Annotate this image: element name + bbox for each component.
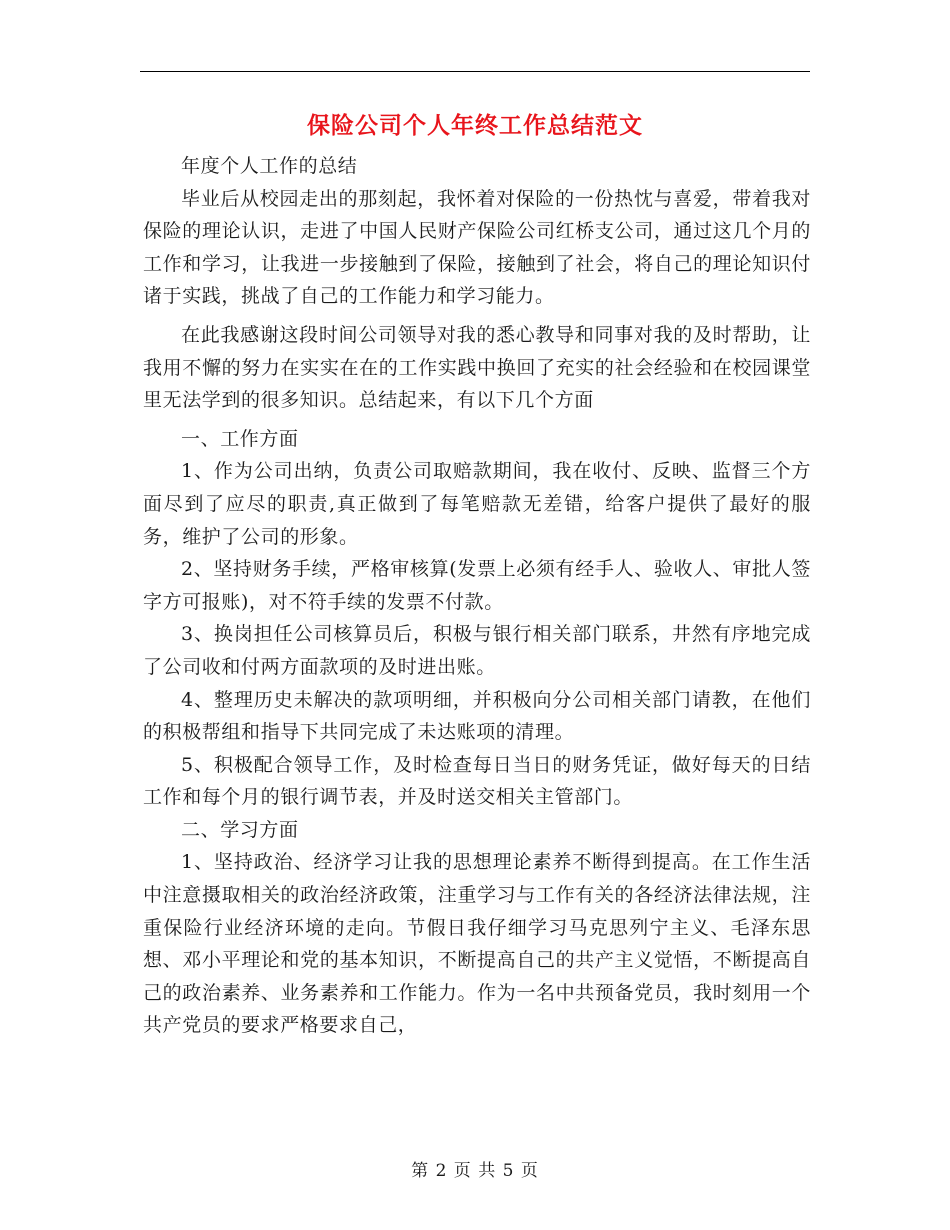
document-body <box>143 150 811 1042</box>
document-title: 保险公司个人年终工作总结范文 <box>307 112 643 139</box>
section-subtitle: 年度个人工作的总结 <box>181 155 358 177</box>
body-paragraph: 毕业后从校园走出的那刻起，我怀着对保险的一份热忱与喜爱，带着我对保险的理论认识，走进了中国人民财产保险公司红桥支公司，通过这几个月的工作和学习，让我进一步接触到了保险，接触到了社会，将自己的理论知识付诸于实践，挑战了自己的工作能力和学习能力。 <box>143 187 811 308</box>
page-number-footer: 第 2 页 共 5 页 <box>411 1161 539 1181</box>
header-rule <box>140 71 810 72</box>
body-paragraph: 在此我感谢这段时间公司领导对我的悉心教导和同事对我的及时帮助，让我用不懈的努力在实实在在的工作实践中换回了充实的社会经验和在校园课堂里无法学到的很多知识。总结起来，有以下几个方面 <box>143 323 811 412</box>
list-item: 2、坚持财务手续，严格审核算(发票上必须有经手人、验收人、审批人签字方可报账)，对不符手续的发票不付款。 <box>143 558 811 613</box>
section-heading: 二、学习方面 <box>181 818 299 841</box>
list-item: 3、换岗担任公司核算员后，积极与银行相关部门联系，井然有序地完成了公司收和付两方面款项的及时进出账。 <box>143 623 811 678</box>
section-heading: 一、工作方面 <box>181 427 299 450</box>
list-item: 1、坚持政治、经济学习让我的思想理论素养不断得到提高。在工作生活中注意摄取相关的政治经济政策，注重学习与工作有关的各经济法律法规，注重保险行业经济环境的走向。节假日我仔细学习马克思列宁主义、毛泽东思想、邓小平理论和党的基本知识，不断提高自己的共产主义觉悟，不断提高自己的政治素养、业务素养和工作能力。作为一名中共预备党员，我时刻用一个共产党员的要求严格要求自己， <box>143 851 811 1037</box>
list-item: 1、作为公司出纳，负责公司取赔款期间，我在收付、反映、监督三个方面尽到了应尽的职责,真正做到了每笔赔款无差错，给客户提供了最好的服务，维护了公司的形象。 <box>143 460 811 548</box>
list-item: 5、积极配合领导工作，及时检查每日当日的财务凭证，做好每天的日结工作和每个月的银行调节表，并及时送交相关主管部门。 <box>143 753 811 809</box>
list-item: 4、整理历史未解决的款项明细，并积极向分公司相关部门请教，在他们的积极帮组和指导下共同完成了未达账项的清理。 <box>143 688 811 744</box>
